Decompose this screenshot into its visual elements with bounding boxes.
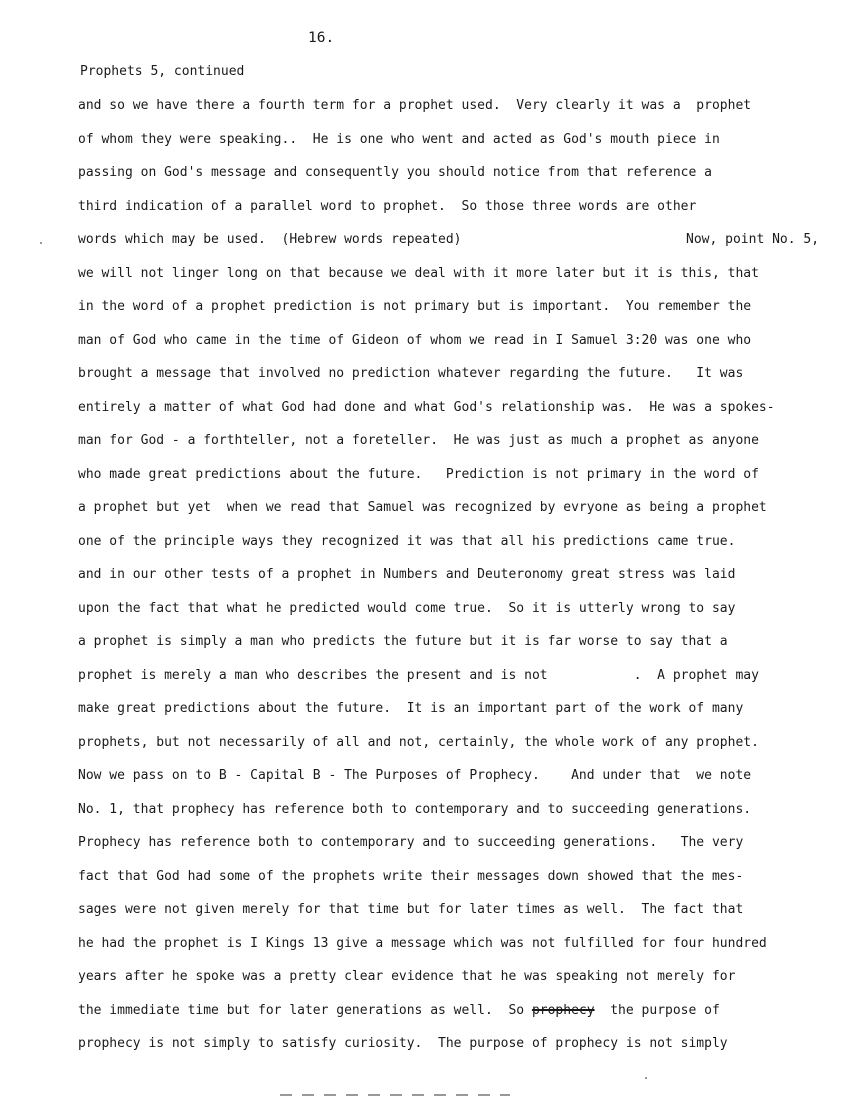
text-line-24: fact that God had some of the prophets write their messages down showed that the mes- [78, 868, 744, 884]
text-line-28-body: the immediate time but for later generations as well. So [78, 1002, 532, 1018]
paper-speck [40, 242, 42, 244]
text-line-5-right: Now, point No. 5, [686, 232, 820, 247]
text-line-29: prophecy is not simply to satisfy curiosity. The purpose of prophecy is not simply [78, 1036, 728, 1051]
text-line-11: man for God - a forthteller, not a foreteller. He was just as much a prophet as anyone [78, 433, 759, 448]
text-line-26: he had the prophet is I Kings 13 give a message which was not fulfilled for four hundred [78, 935, 767, 951]
text-line-20: prophets, but not necessarily of all and not, certainly, the whole work of any prophet. [78, 734, 759, 750]
text-line-1: and so we have there a fourth term for a prophet used. Very clearly it was a prophet [78, 98, 752, 113]
text-line-28-tail: the purpose of [594, 1002, 720, 1018]
text-line-25: sages were not given merely for that time but for later times as well. The fact that [78, 902, 744, 917]
section-heading: Prophets 5, continued [80, 64, 245, 79]
text-line-5-body: words which may be used. (Hebrew words repeated) [78, 232, 462, 247]
text-line-10: entirely a matter of what God had done and what God's relationship was. He was a spokes- [78, 399, 775, 415]
text-line-13: a prophet but yet when we read that Samuel was recognized by evryone as being a prophet [78, 500, 767, 515]
text-line-21: Now we pass on to B - Capital B - The Purposes of Prophecy. And under that we note [78, 768, 752, 783]
text-line-17: a prophet is simply a man who predicts the future but it is far worse to say that a [78, 634, 728, 649]
text-line-15: and in our other tests of a prophet in Numbers and Deuteronomy great stress was laid [78, 567, 736, 582]
text-line-22: No. 1, that prophecy has reference both to contemporary and to succeeding generations. [78, 801, 752, 817]
text-line-19: make great predictions about the future. It is an important part of the work of many [78, 701, 744, 716]
text-line-12: who made great predictions about the future. Prediction is not primary in the word of [78, 466, 759, 482]
text-line-7: in the word of a prophet prediction is not primary but is important. You remember the [78, 299, 752, 314]
body-text [78, 96, 823, 1068]
text-line-9: brought a message that involved no prediction whatever regarding the future. It was [78, 366, 744, 381]
page-number: 16. [308, 30, 335, 46]
text-line-5 [78, 230, 823, 264]
text-line-28 [78, 1001, 823, 1035]
text-line-8: man of God who came in the time of Gideon of whom we read in I Samuel 3:20 was one who [78, 332, 752, 348]
struck-word: prophecy [531, 1002, 595, 1018]
text-line-3: passing on God's message and consequently you should notice from that reference a [78, 165, 712, 180]
text-line-16: upon the fact that what he predicted would come true. So it is utterly wrong to say [78, 600, 736, 616]
cut-off-next-line [280, 1094, 510, 1096]
text-line-27: years after he spoke was a pretty clear evidence that he was speaking not merely for [78, 969, 736, 984]
text-line-4-body: third indication of a parallel word to prophet. So those three words are other [78, 198, 697, 214]
text-line-23: Prophecy has reference both to contemporary and to succeeding generations. The very [78, 835, 744, 850]
text-line-2: of whom they were speaking.. He is one who went and acted as God's mouth piece in [78, 131, 720, 147]
text-line-4 [78, 197, 823, 231]
text-line-14: one of the principle ways they recognized it was that all his predictions came true. [78, 533, 736, 549]
text-line-6: we will not linger long on that because we deal with it more later but it is this, that [78, 265, 759, 281]
text-line-18: prophet is merely a man who describes the present and is not . A prophet may [78, 667, 759, 683]
paper-speck [645, 1077, 647, 1079]
